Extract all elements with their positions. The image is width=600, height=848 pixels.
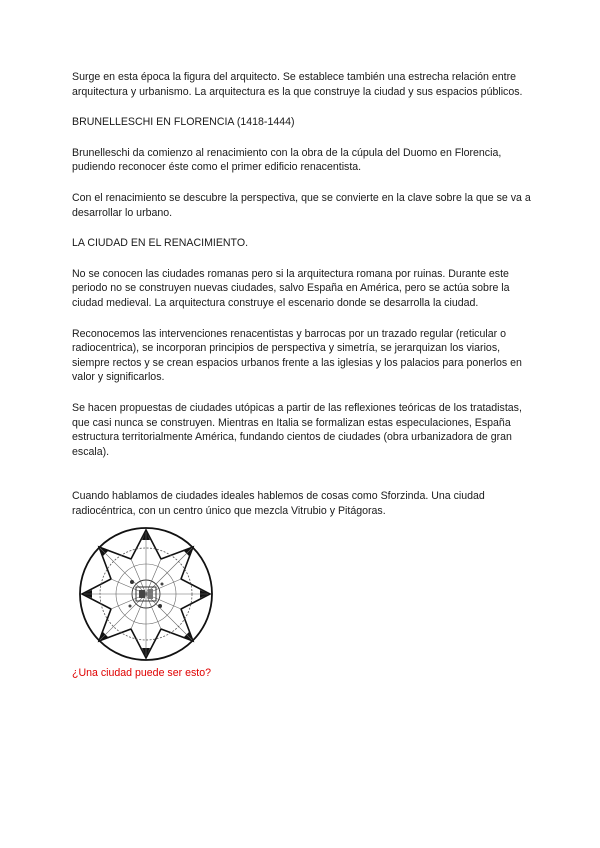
figure-caption: ¿Una ciudad puede ser esto?	[72, 667, 211, 680]
sforzinda-star-plan-icon	[72, 524, 220, 664]
paragraph-intervenciones: Reconocemos las intervenciones renacentistas y barrocas por un trazado regular (reticular o radiocentrica), se incorporan principios de perspectiva y simetría, se jerarquizan los viarios, siempre rectos y se crean espacios urbanos frente a las iglesias y los palacios para ponerlos en valor y significarlos.	[72, 327, 522, 384]
paragraph-ciudades-romanas: No se conocen las ciudades romanas pero si la arquitectura romana por ruinas. Durante este periodo no se construyen nuevas ciudades, salvo España en América, pero se actúa sobre la ciudad medieval. La arquitectura construye el escenario donde se desarrolla la ciudad.	[72, 267, 510, 309]
sforzinda-plan-figure	[72, 524, 220, 664]
document-page	[72, 70, 534, 681]
heading-brunelleschi: BRUNELLESCHI EN FLORENCIA (1418-1444)	[72, 116, 295, 129]
paragraph-intro: Surge en esta época la figura del arquitecto. Se establece también una estrecha relación entre arquitectura y urbanismo. La arquitectura es la que construye la ciudad y sus espacios públicos.	[72, 71, 523, 98]
paragraph-sforzinda: Cuando hablamos de ciudades ideales hablemos de cosas como Sforzinda. Una ciudad radiocéntrica, con un centro único que mezcla Vitrubio y Pitágoras.	[72, 490, 485, 517]
paragraph-brunelleschi: Brunelleschi da comienzo al renacimiento con la obra de la cúpula del Duomo en Florencia, pudiendo reconocer éste como el primer edificio renacentista.	[72, 146, 502, 174]
paragraph-perspectiva: Con el renacimiento se descubre la perspectiva, que se convierte en la clave sobre la que se va a desarrollar lo urbano.	[72, 191, 531, 219]
heading-ciudad-renacimiento: LA CIUDAD EN EL RENACIMIENTO.	[72, 237, 249, 250]
paragraph-ciudades-utopicas: Se hacen propuestas de ciudades utópicas a partir de las reflexiones teóricas de los tratadistas, que casi nunca se construyen. Mientras en Italia se formalizan estas especulaciones, España estructura territorialmente América, fundando cientos de ciudades (obra urbanizadora de gran escala).	[72, 401, 522, 458]
